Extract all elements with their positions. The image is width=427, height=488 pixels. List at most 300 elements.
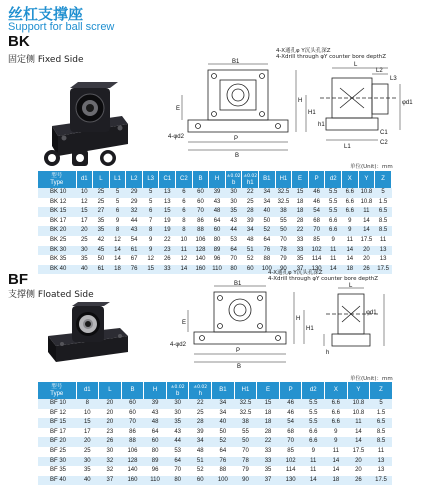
value-cell: 23 (99, 428, 122, 438)
value-cell: 32.5 (234, 399, 257, 409)
value-cell: 8.5 (370, 428, 393, 438)
value-cell: 15 (142, 265, 159, 275)
value-cell: 54 (126, 236, 143, 246)
value-cell: 9 (325, 437, 348, 447)
value-cell: 130 (279, 476, 302, 486)
bf-col-d1: d1 (76, 382, 99, 399)
value-cell: 35 (93, 217, 110, 227)
value-cell: 12 (176, 255, 193, 265)
value-cell: 26 (99, 437, 122, 447)
value-cell: 96 (209, 255, 226, 265)
value-cell: 9 (342, 226, 359, 236)
bk-col-h1: ±0.02 h1 (242, 171, 259, 188)
value-cell: 80 (209, 236, 226, 246)
value-cell: 11 (302, 457, 325, 467)
bf-col-h: ±0.02 h (189, 382, 212, 399)
bk-col-x: X (342, 171, 359, 188)
table-row (38, 236, 392, 246)
bk-col-l2: L2 (126, 171, 143, 188)
bk-col-h: H (209, 171, 226, 188)
value-cell: 30 (99, 447, 122, 457)
value-cell: 20 (76, 437, 99, 447)
value-cell: 6.6 (325, 217, 342, 227)
value-cell: 17 (76, 428, 99, 438)
value-cell: 25 (76, 447, 99, 457)
value-cell: 60 (242, 265, 259, 275)
value-cell: 5 (142, 188, 159, 198)
value-cell: 33 (257, 447, 280, 457)
value-cell: 48 (144, 418, 167, 428)
bk-front-drawing (168, 58, 318, 158)
value-cell: 46 (308, 188, 325, 198)
value-cell: 29 (126, 198, 143, 208)
value-cell: 64 (259, 236, 276, 246)
value-cell: 25 (93, 188, 110, 198)
bk-col-c1: C1 (159, 171, 176, 188)
value-cell: 15 (159, 207, 176, 217)
value-cell: 11 (370, 447, 393, 457)
value-cell: 20 (347, 457, 370, 467)
bk-col-c2: C2 (176, 171, 193, 188)
value-cell: 14 (109, 255, 126, 265)
bf-col-h: H (144, 382, 167, 399)
value-cell: 130 (308, 265, 325, 275)
type-cell: BK 20 (38, 226, 76, 236)
value-cell: 30 (225, 198, 242, 208)
value-cell: 70 (225, 255, 242, 265)
table-row (38, 198, 392, 208)
value-cell: 32 (126, 207, 143, 217)
value-cell: 6.6 (302, 437, 325, 447)
value-cell: 30 (76, 246, 93, 256)
value-cell: 34 (259, 198, 276, 208)
value-cell: 43 (225, 217, 242, 227)
bf-col-y: Y (347, 382, 370, 399)
value-cell: 15 (76, 418, 99, 428)
value-cell: 22 (242, 188, 259, 198)
value-cell: 52 (242, 255, 259, 265)
value-cell: 19 (159, 217, 176, 227)
value-cell: 32.5 (275, 198, 292, 208)
value-cell: 6.6 (342, 188, 359, 198)
value-cell: 96 (144, 466, 167, 476)
value-cell: 70 (192, 207, 209, 217)
value-cell: 8 (142, 226, 159, 236)
value-cell: 8 (76, 399, 99, 409)
value-cell: 34 (212, 409, 235, 419)
value-cell: 88 (212, 466, 235, 476)
value-cell: 13 (159, 188, 176, 198)
table-row (38, 255, 392, 265)
value-cell: 39 (189, 428, 212, 438)
value-cell: 35 (225, 207, 242, 217)
value-cell: 10 (176, 236, 193, 246)
value-cell: 14 (302, 476, 325, 486)
value-cell: 28 (292, 217, 309, 227)
value-cell: 14 (347, 437, 370, 447)
value-cell: 70 (166, 466, 189, 476)
value-cell: 28 (257, 428, 280, 438)
value-cell: 48 (242, 236, 259, 246)
value-cell: 51 (242, 246, 259, 256)
value-cell: 106 (192, 236, 209, 246)
value-cell: 110 (209, 265, 226, 275)
value-cell: 6.5 (370, 418, 393, 428)
value-cell: 20 (76, 226, 93, 236)
value-cell: 17.5 (370, 476, 393, 486)
dim-H1-bf: H1 (306, 326, 314, 332)
bf-col-e: E (257, 382, 280, 399)
bk-col-b1: B1 (259, 171, 276, 188)
value-cell: 26 (358, 265, 375, 275)
bf-unit-label: 单位(Unit)：mm (350, 376, 393, 382)
value-cell: 25 (242, 198, 259, 208)
bk-col-p: P (308, 171, 325, 188)
bk-col-l1: L1 (109, 171, 126, 188)
table-row (38, 437, 392, 447)
value-cell: 5 (142, 198, 159, 208)
value-cell: 43 (126, 226, 143, 236)
dim-B-bf: B (237, 364, 242, 370)
value-cell: 60 (189, 476, 212, 486)
bf-section-label: BF (8, 271, 28, 288)
bf-col-z: Z (370, 382, 393, 399)
dim-L1: L1 (344, 144, 351, 150)
value-cell: 70 (308, 226, 325, 236)
dim-B1: B1 (232, 59, 240, 65)
value-cell: 6.6 (325, 226, 342, 236)
value-cell: 17.5 (375, 265, 392, 275)
bf-section-subtitle: 支撑侧 Floated Side (8, 290, 94, 300)
type-cell: BK 35 (38, 255, 76, 265)
dim-L-bf: L (349, 283, 353, 289)
value-cell: 18 (109, 265, 126, 275)
value-cell: 10 (76, 409, 99, 419)
value-cell: 13 (159, 198, 176, 208)
value-cell: 53 (225, 236, 242, 246)
value-cell: 9 (142, 236, 159, 246)
value-cell: 13 (370, 457, 393, 467)
value-cell: 20 (358, 255, 375, 265)
value-cell: 17.5 (347, 447, 370, 457)
value-cell: 80 (166, 476, 189, 486)
value-cell: 80 (225, 265, 242, 275)
value-cell: 61 (126, 246, 143, 256)
value-cell: 25 (76, 236, 93, 246)
dim-h1: h1 (318, 122, 325, 128)
value-cell: 10.8 (358, 198, 375, 208)
value-cell: 70 (279, 437, 302, 447)
value-cell: 11 (302, 466, 325, 476)
value-cell: 28 (242, 207, 259, 217)
value-cell: 13 (370, 466, 393, 476)
value-cell: 35 (76, 466, 99, 476)
value-cell: 6.6 (325, 399, 348, 409)
value-cell: 60 (192, 198, 209, 208)
value-cell: 5 (109, 198, 126, 208)
value-cell: 14 (325, 457, 348, 467)
value-cell: 70 (121, 418, 144, 428)
bf-hole-note-en: 4-Xdrill through φY counter bore depthZ (268, 276, 378, 282)
value-cell: 9 (325, 236, 342, 246)
bf-col-l: L (99, 382, 122, 399)
table-row (38, 447, 392, 457)
dim-d1-bf: φd1 (366, 310, 377, 316)
value-cell: 100 (212, 476, 235, 486)
value-cell: 88 (121, 437, 144, 447)
type-cell: BK 30 (38, 246, 76, 256)
value-cell: 64 (209, 217, 226, 227)
value-cell: 28 (189, 418, 212, 428)
dim-d1-bk: φd1 (402, 100, 413, 106)
value-cell: 37 (257, 476, 280, 486)
table-row (38, 466, 392, 476)
value-cell: 6 (176, 198, 193, 208)
value-cell: 50 (234, 437, 257, 447)
bf-front-drawing (170, 280, 320, 368)
value-cell: 90 (234, 476, 257, 486)
bk-col-y: Y (358, 171, 375, 188)
value-cell: 88 (192, 226, 209, 236)
type-cell: BF 30 (38, 457, 76, 467)
value-cell: 25 (189, 409, 212, 419)
dim-H1: H1 (308, 110, 316, 116)
value-cell: 11 (342, 236, 359, 246)
type-cell: BF 17 (38, 428, 76, 438)
value-cell: 1.5 (375, 198, 392, 208)
value-cell: 17.5 (358, 236, 375, 246)
value-cell: 46 (279, 409, 302, 419)
value-cell: 22 (159, 236, 176, 246)
value-cell: 30 (166, 409, 189, 419)
value-cell: 18 (292, 198, 309, 208)
value-cell: 18 (342, 265, 359, 275)
value-cell: 18 (257, 418, 280, 428)
bf-spec-table (38, 382, 393, 485)
value-cell: 38 (234, 418, 257, 428)
value-cell: 43 (144, 409, 167, 419)
bk-col-l: L (93, 171, 110, 188)
dim-L2: L2 (376, 68, 383, 74)
value-cell: 80 (144, 447, 167, 457)
value-cell: 8 (109, 226, 126, 236)
value-cell: 160 (121, 476, 144, 486)
value-cell: 76 (212, 457, 235, 467)
value-cell: 14 (176, 265, 193, 275)
value-cell: 10.8 (347, 399, 370, 409)
value-cell: 13 (375, 246, 392, 256)
value-cell: 33 (292, 236, 309, 246)
value-cell: 61 (93, 265, 110, 275)
bk-col-type: 型号 Type (38, 171, 76, 188)
value-cell: 48 (189, 447, 212, 457)
value-cell: 5 (375, 188, 392, 198)
value-cell: 39 (144, 399, 167, 409)
type-cell: BF 12 (38, 409, 76, 419)
value-cell: 52 (259, 226, 276, 236)
value-cell: 42 (93, 236, 110, 246)
value-cell: 5 (370, 399, 393, 409)
value-cell: 15 (257, 399, 280, 409)
value-cell: 5.5 (302, 409, 325, 419)
value-cell: 60 (121, 399, 144, 409)
table-row (38, 457, 392, 467)
type-cell: BF 10 (38, 399, 76, 409)
type-cell: BK 17 (38, 217, 76, 227)
value-cell: 5.5 (302, 418, 325, 428)
value-cell: 54 (308, 207, 325, 217)
bk-spec-table (38, 171, 392, 274)
bk-col-e: E (292, 171, 309, 188)
value-cell: 10.8 (358, 188, 375, 198)
value-cell: 50 (93, 255, 110, 265)
value-cell: 35 (292, 255, 309, 265)
value-cell: 11 (375, 236, 392, 246)
value-cell: 70 (234, 447, 257, 457)
value-cell: 60 (121, 409, 144, 419)
value-cell: 64 (212, 447, 235, 457)
value-cell: 40 (212, 418, 235, 428)
value-cell: 37 (99, 476, 122, 486)
value-cell: 18 (325, 476, 348, 486)
type-cell: BF 15 (38, 418, 76, 428)
value-cell: 102 (279, 457, 302, 467)
table-row (38, 399, 392, 409)
table-row (38, 428, 392, 438)
value-cell: 20 (99, 399, 122, 409)
value-cell: 50 (259, 217, 276, 227)
value-cell: 11 (176, 246, 193, 256)
bk-col-h1: H1 (275, 171, 292, 188)
value-cell: 60 (144, 437, 167, 447)
value-cell: 32.5 (234, 409, 257, 419)
value-cell: 85 (308, 236, 325, 246)
value-cell: 5.5 (325, 198, 342, 208)
value-cell: 79 (234, 466, 257, 476)
value-cell: 140 (192, 255, 209, 265)
value-cell: 5.5 (325, 207, 342, 217)
value-cell: 14 (325, 466, 348, 476)
value-cell: 44 (166, 437, 189, 447)
value-cell: 68 (279, 428, 302, 438)
value-cell: 11 (325, 255, 342, 265)
value-cell: 140 (121, 466, 144, 476)
value-cell: 128 (121, 457, 144, 467)
value-cell: 35 (257, 466, 280, 476)
value-cell: 55 (275, 217, 292, 227)
value-cell: 106 (121, 447, 144, 457)
table-row (38, 418, 392, 428)
value-cell: 46 (279, 399, 302, 409)
value-cell: 10.8 (347, 409, 370, 419)
value-cell: 18 (257, 409, 280, 419)
bk-col-l3: L3 (142, 171, 159, 188)
value-cell: 20 (347, 466, 370, 476)
value-cell: 30 (225, 188, 242, 198)
bk-col-d2: d2 (325, 171, 342, 188)
value-cell: 7 (142, 217, 159, 227)
value-cell: 23 (159, 246, 176, 256)
value-cell: 52 (212, 437, 235, 447)
value-cell: 68 (308, 217, 325, 227)
value-cell: 6.6 (342, 207, 359, 217)
value-cell: 39 (209, 188, 226, 198)
value-cell: 14 (109, 246, 126, 256)
value-cell: 32.5 (275, 188, 292, 198)
value-cell: 64 (166, 457, 189, 467)
value-cell: 20 (99, 409, 122, 419)
value-cell: 12 (142, 255, 159, 265)
bf-col-type: 型号 Type (38, 382, 76, 399)
bf-col-x: X (325, 382, 348, 399)
bf-hole-note-cn: 4-X通孔φ Y沉头孔深Z (268, 270, 323, 276)
type-cell: BK 40 (38, 265, 76, 275)
bf-col-b: B (121, 382, 144, 399)
table-row (38, 246, 392, 256)
bk-unit-label: 单位(Unit)：mm (350, 164, 393, 170)
type-cell: BF 40 (38, 476, 76, 486)
dim-B: B (235, 153, 240, 159)
bk-side-drawing (318, 58, 413, 158)
value-cell: 17 (76, 217, 93, 227)
value-cell: 9 (302, 447, 325, 457)
value-cell: 76 (126, 265, 143, 275)
value-cell: 22 (292, 226, 309, 236)
value-cell: 11 (347, 418, 370, 428)
value-cell: 44 (126, 217, 143, 227)
value-cell: 67 (126, 255, 143, 265)
value-cell: 50 (275, 226, 292, 236)
value-cell: 39 (242, 217, 259, 227)
value-cell: 100 (259, 265, 276, 275)
value-cell: 9 (342, 217, 359, 227)
value-cell: 10 (76, 188, 93, 198)
dim-d2: 4-φd2 (168, 134, 184, 140)
dim-h-bf: h (326, 350, 330, 356)
value-cell: 18 (292, 207, 309, 217)
value-cell: 6 (142, 207, 159, 217)
table-row (38, 188, 392, 198)
bk-col-b: ±0.02 b (225, 171, 242, 188)
value-cell: 8.5 (375, 217, 392, 227)
value-cell: 38 (275, 207, 292, 217)
value-cell: 30 (166, 399, 189, 409)
value-cell: 35 (166, 418, 189, 428)
value-cell: 60 (192, 188, 209, 198)
value-cell: 64 (144, 428, 167, 438)
value-cell: 1.5 (370, 409, 393, 419)
value-cell: 35 (93, 226, 110, 236)
value-cell: 30 (76, 457, 99, 467)
value-cell: 52 (189, 466, 212, 476)
value-cell: 8 (176, 226, 193, 236)
table-row (38, 226, 392, 236)
value-cell: 89 (209, 246, 226, 256)
value-cell: 43 (209, 198, 226, 208)
value-cell: 60 (209, 226, 226, 236)
value-cell: 114 (308, 255, 325, 265)
value-cell: 79 (275, 255, 292, 265)
bk-section-label: BK (8, 33, 30, 50)
value-cell: 33 (257, 457, 280, 467)
value-cell: 40 (76, 265, 93, 275)
value-cell: 14 (358, 217, 375, 227)
value-cell: 11 (325, 246, 342, 256)
value-cell: 43 (166, 428, 189, 438)
value-cell: 27 (93, 207, 110, 217)
value-cell: 12 (109, 236, 126, 246)
value-cell: 14 (342, 246, 359, 256)
